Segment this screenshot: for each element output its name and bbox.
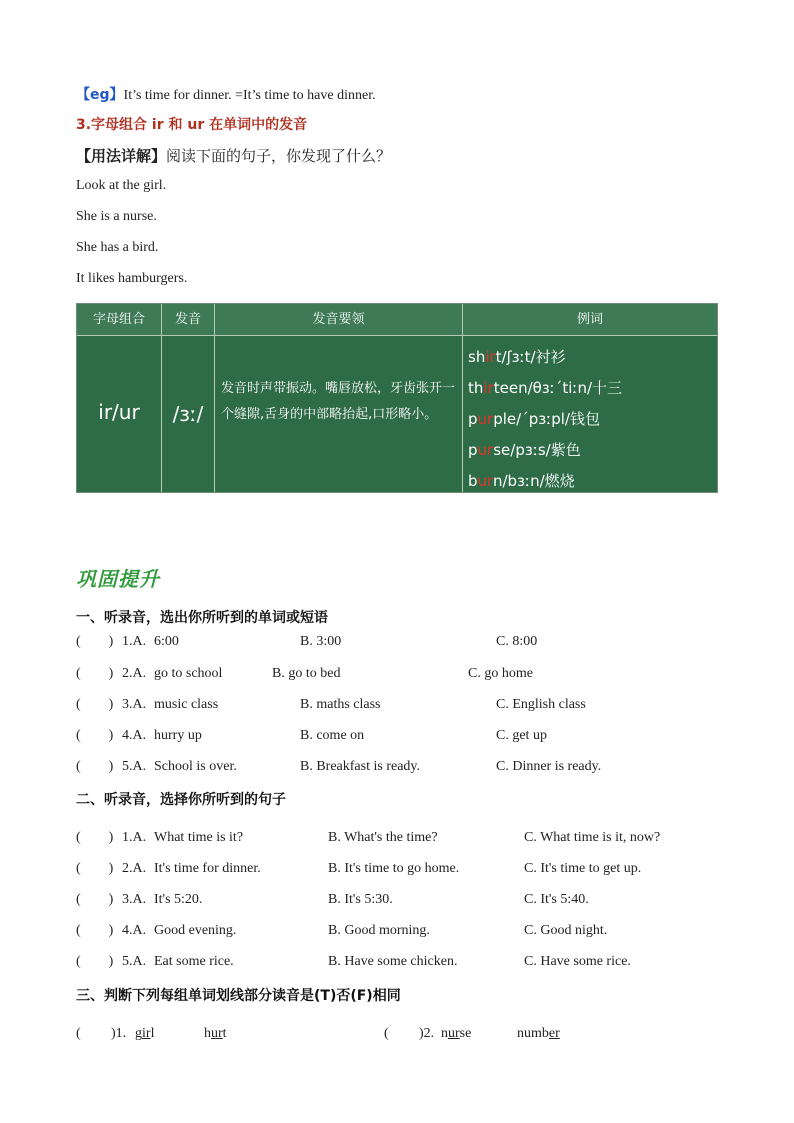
example-word: purse/pɜːs/紫色 xyxy=(468,441,581,459)
pronunciation-table xyxy=(76,303,718,493)
option-b: B. go to bed xyxy=(272,666,341,681)
answer-paren[interactable]: ( ) xyxy=(76,954,114,969)
item-number: )1. xyxy=(111,1026,127,1041)
point3-title: 3.字母组合 ir 和 ur 在单词中的发音 xyxy=(76,117,308,133)
answer-paren[interactable]: ( ) xyxy=(76,923,114,938)
answer-paren[interactable]: ( ) xyxy=(76,861,114,876)
answer-paren[interactable]: ( ) xyxy=(76,728,114,743)
table-divider xyxy=(77,335,717,336)
part2-title: 二、听录音，选择你所听到的句子 xyxy=(76,792,286,808)
item-number: 2.A. xyxy=(122,861,147,876)
option-c: C. English class xyxy=(496,697,586,712)
item-number: 4.A. xyxy=(122,923,147,938)
example-word: shirt/ʃɜːt/衬衫 xyxy=(468,348,566,366)
example-word: thirteen/θɜːˊtiːn/十三 xyxy=(468,379,623,397)
option-a: It's 5:20. xyxy=(154,892,203,907)
answer-paren[interactable]: ( xyxy=(76,1026,109,1041)
option-b: B. It's time to go home. xyxy=(328,861,460,876)
option-a: School is over. xyxy=(154,759,237,774)
answer-paren[interactable]: ( ) xyxy=(76,666,114,681)
example-word: purple/ˊpɜːpl/钱包 xyxy=(468,410,600,428)
item-number: 3.A. xyxy=(122,697,147,712)
part1-title: 一、听录音，选出你所听到的单词或短语 xyxy=(76,610,328,626)
option-c: C. It's time to get up. xyxy=(524,861,642,876)
option-c: C. Good night. xyxy=(524,923,608,938)
sentence-1: Look at the girl. xyxy=(76,178,167,193)
header-tips: 发音要领 xyxy=(312,312,365,327)
option-c: C. go home xyxy=(468,666,533,681)
item-number: 1.A. xyxy=(122,830,147,845)
option-a: What time is it? xyxy=(154,830,244,845)
item-number: 5.A. xyxy=(122,954,147,969)
sound-cell: /ɜː/ xyxy=(172,402,204,426)
word-hurt: hurt xyxy=(204,1026,227,1041)
header-letters: 字母组合 xyxy=(92,312,145,327)
usage-tag: 【用法详解】 xyxy=(76,147,167,165)
option-b: B. come on xyxy=(300,728,365,743)
header-examples: 例词 xyxy=(576,312,603,327)
option-b: B. Good morning. xyxy=(328,923,430,938)
option-c: C. Have some rice. xyxy=(524,954,631,969)
sentence-2: She is a nurse. xyxy=(76,209,157,224)
option-b: B. It's 5:30. xyxy=(328,892,393,907)
sentence-3: She has a bird. xyxy=(76,240,159,255)
option-a: go to school xyxy=(154,666,223,681)
item-number: 1.A. xyxy=(122,634,147,649)
part3-title: 三、判断下列每组单词划线部分读音是(T)否(F)相同 xyxy=(76,988,401,1004)
option-a: Good evening. xyxy=(154,923,237,938)
answer-paren[interactable]: ( ) xyxy=(76,759,114,774)
usage-text: 阅读下面的句子，你发现了什么？ xyxy=(166,147,392,165)
option-a: music class xyxy=(154,697,219,712)
option-c: C. Dinner is ready. xyxy=(496,759,602,774)
example-word: burn/bɜːn/燃烧 xyxy=(468,472,575,490)
answer-paren[interactable]: ( ) xyxy=(76,697,114,712)
eg-text: It’s time for dinner. =It’s time to have dinner. xyxy=(123,88,376,103)
word-number: number xyxy=(517,1026,560,1041)
option-a: It's time for dinner. xyxy=(154,861,261,876)
usage-line xyxy=(76,145,391,166)
tips-cell: 发音时声带振动。嘴唇放松，牙齿张开一个缝隙,舌身的中部略抬起,口形略小。 xyxy=(221,381,456,422)
option-c: C. It's 5:40. xyxy=(524,892,589,907)
consolidate-title: 巩固提升 xyxy=(76,567,160,591)
option-c: C. What time is it, now? xyxy=(524,830,661,845)
word-nurse: nurse xyxy=(441,1026,472,1041)
option-b: B. What's the time? xyxy=(328,830,438,845)
option-c: C. get up xyxy=(496,728,547,743)
option-c: C. 8:00 xyxy=(496,634,538,649)
option-a: Eat some rice. xyxy=(154,954,234,969)
answer-paren[interactable]: ( ) xyxy=(76,634,114,649)
sentence-4: It likes hamburgers. xyxy=(76,271,188,286)
item-number: 4.A. xyxy=(122,728,147,743)
option-a: 6:00 xyxy=(154,634,179,649)
word-girl: girl xyxy=(135,1026,155,1041)
option-a: hurry up xyxy=(154,728,202,743)
example-line xyxy=(76,84,376,104)
eg-tag: 【eg】 xyxy=(76,87,124,103)
letters-cell: ir/ur xyxy=(98,400,140,424)
answer-paren[interactable]: ( xyxy=(384,1026,417,1041)
item-number: 5.A. xyxy=(122,759,147,774)
answer-paren[interactable]: ( ) xyxy=(76,892,114,907)
item-number: )2. xyxy=(419,1026,435,1041)
item-number: 2.A. xyxy=(122,666,147,681)
item-number: 3.A. xyxy=(122,892,147,907)
option-b: B. maths class xyxy=(300,697,381,712)
option-b: B. 3:00 xyxy=(300,634,342,649)
option-b: B. Have some chicken. xyxy=(328,954,458,969)
header-sound: 发音 xyxy=(174,312,201,327)
option-b: B. Breakfast is ready. xyxy=(300,759,420,774)
answer-paren[interactable]: ( ) xyxy=(76,830,114,845)
